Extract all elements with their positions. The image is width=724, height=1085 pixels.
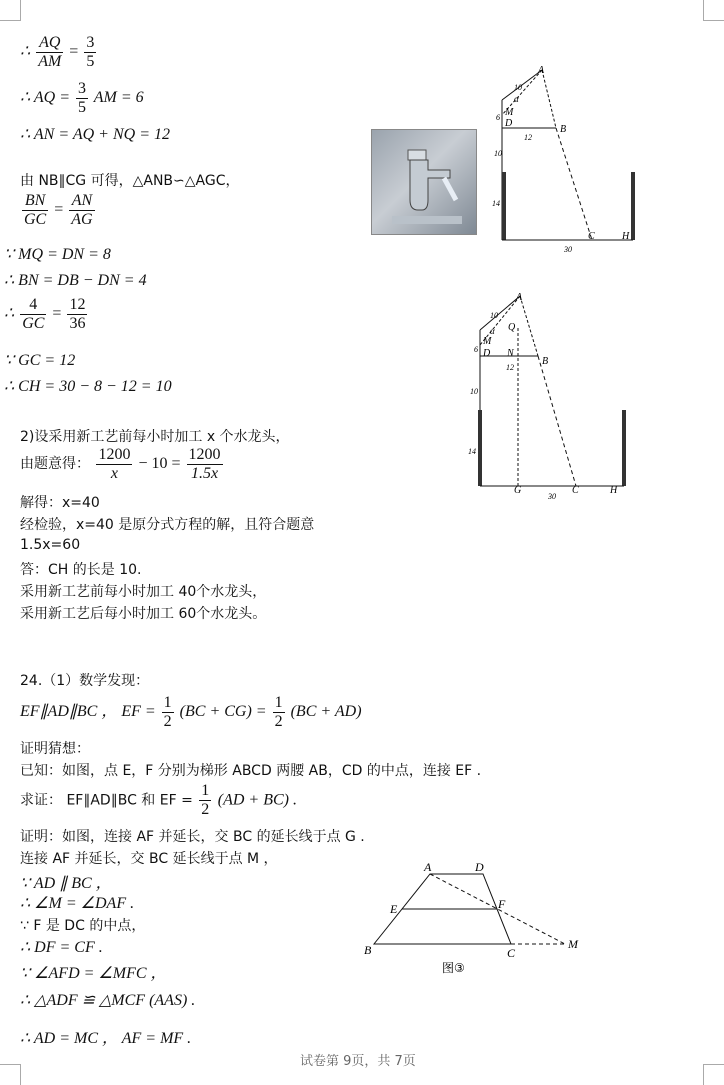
line-solve: 解得：x=40 [20, 495, 100, 511]
diagram-trapezoid [360, 858, 590, 978]
faucet-photo [371, 129, 477, 235]
label-h: H [622, 231, 630, 242]
label-c: C [507, 946, 516, 960]
page-footer: 试卷第 9页，共 7页 [300, 1054, 416, 1069]
label-alpha: α [490, 326, 495, 336]
diagram-faucet-2 [458, 290, 638, 500]
crop-mark-bottom-right [703, 1064, 724, 1085]
line-bn-gc-ratio: $\frac{BN}{GC}$ = $\frac{AN}{AG}$ [24, 192, 93, 228]
line-gc-ratio: ∴ $\frac{4}{GC}$ = $\frac{12}{36}$ [4, 296, 86, 332]
line-set-x: 2)设采用新工艺前每小时加工 x 个水龙头， [20, 429, 290, 445]
dim-base: 30 [564, 245, 572, 254]
label-n: N [507, 348, 514, 359]
line-proof-3: ∵ AD ∥ BC ， [20, 875, 112, 892]
line-gc-value: ∵ GC = 12 [4, 352, 76, 369]
line-mq-dn: ∵ MQ = DN = 8 [4, 246, 111, 263]
dim-db: 12 [506, 363, 514, 372]
label-a: A [424, 860, 432, 874]
label-m: M [505, 107, 514, 118]
label-f: F [498, 897, 506, 911]
crop-mark-bottom-left [0, 1064, 21, 1085]
label-b: B [364, 943, 372, 957]
label-h: H [610, 485, 618, 496]
question-24-title: 24.（1）数学发现： [20, 673, 150, 689]
label-b: B [542, 356, 549, 367]
line-check: 经检验，x=40 是原分式方程的解，且符合题意 [20, 517, 315, 533]
label-c: C [588, 231, 595, 242]
label-d: D [475, 860, 484, 874]
line-after: 采用新工艺后每小时加工 60个水龙头。 [20, 606, 267, 622]
line-60: 1.5x=60 [20, 537, 81, 553]
dim-base: 30 [548, 492, 556, 500]
line-proof-6: ∴ DF = CF . [20, 939, 103, 956]
dim-ma: 10 [514, 83, 522, 92]
diagram-faucet-1 [480, 60, 650, 260]
label-e: E [390, 902, 398, 916]
label-d: D [483, 348, 491, 359]
line-ch-value: ∴ CH = 30 − 8 − 12 = 10 [4, 378, 172, 395]
label-m: M [568, 937, 578, 951]
label-c: C [572, 485, 579, 496]
line-proof-9: ∴ AD = MC ， AF = MF . [20, 1030, 192, 1047]
label-q: Q [508, 322, 516, 333]
label-b: B [560, 124, 567, 135]
label-a: A [538, 65, 545, 76]
line-ef-conjecture: EF∥AD∥BC ， EF = $\frac{1}{2}$ (BC + CG) = $\frac{1}{2}$ (BC + AD) [20, 694, 362, 730]
line-answer: 答：CH 的长是 10. [20, 562, 142, 578]
dim-md: 6 [474, 345, 478, 354]
line-similar-triangles: 由 NB∥CG 可得，△ANB∽△AGC， [20, 173, 240, 189]
line-given: 已知：如图，点 E，F 分别为梯形 ABCD 两腰 AB，CD 的中点，连接 EF . [20, 763, 482, 779]
line-prove: 求证： EF∥AD∥BC 和 EF = $\frac{1}{2}$ (AD + BC) . [20, 782, 297, 818]
label-g: G [514, 485, 522, 496]
line-proof-7: ∵ ∠AFD = ∠MFC ， [20, 965, 167, 982]
line-an-value: ∴ AN = AQ + NQ = 12 [20, 126, 170, 143]
dim-db: 12 [524, 133, 532, 142]
line-proof-2: 连接 AF 并延长，交 BC 延长线于点 M ， [20, 851, 278, 867]
label-m: M [483, 336, 492, 347]
line-proof-1: 证明：如图，连接 AF 并延长，交 BC 的延长线于点 G . [20, 829, 365, 845]
dim-ma: 10 [490, 311, 498, 320]
label-alpha: α [514, 94, 519, 104]
dim-md: 6 [496, 113, 500, 122]
crop-mark-top-left [0, 0, 21, 21]
line-proof-heading: 证明猜想： [20, 741, 90, 757]
line-proof-4: ∴ ∠M = ∠DAF . [20, 895, 135, 912]
line-bn-value: ∴ BN = DB − DN = 4 [4, 272, 147, 289]
line-proof-5: ∵ F 是 DC 的中点， [20, 918, 146, 934]
dim-wall: 14 [492, 199, 500, 208]
line-proof-8: ∴ △ADF ≌ △MCF (AAS) . [20, 992, 196, 1009]
dim-wall: 14 [468, 447, 476, 456]
line-aq-value: ∴ AQ = $\frac{3}{5}$ AM = 6 [20, 80, 144, 116]
line-equation: 由题意得： $\frac{1200}{x}$ − 10 = $\frac{1200}{1.5x}$ [20, 446, 221, 482]
line-before: 采用新工艺前每小时加工 40个水龙头， [20, 584, 267, 600]
figure-caption: 图③ [442, 961, 465, 975]
label-a: A [516, 292, 523, 303]
label-d: D [505, 118, 513, 129]
dim-mid: 10 [470, 387, 478, 396]
crop-mark-top-right [703, 0, 724, 21]
line-aq-am-ratio: ∴ $\frac{AQ}{AM}$ = $\frac{3}{5}$ [20, 34, 95, 70]
dim-mid: 10 [494, 149, 502, 158]
